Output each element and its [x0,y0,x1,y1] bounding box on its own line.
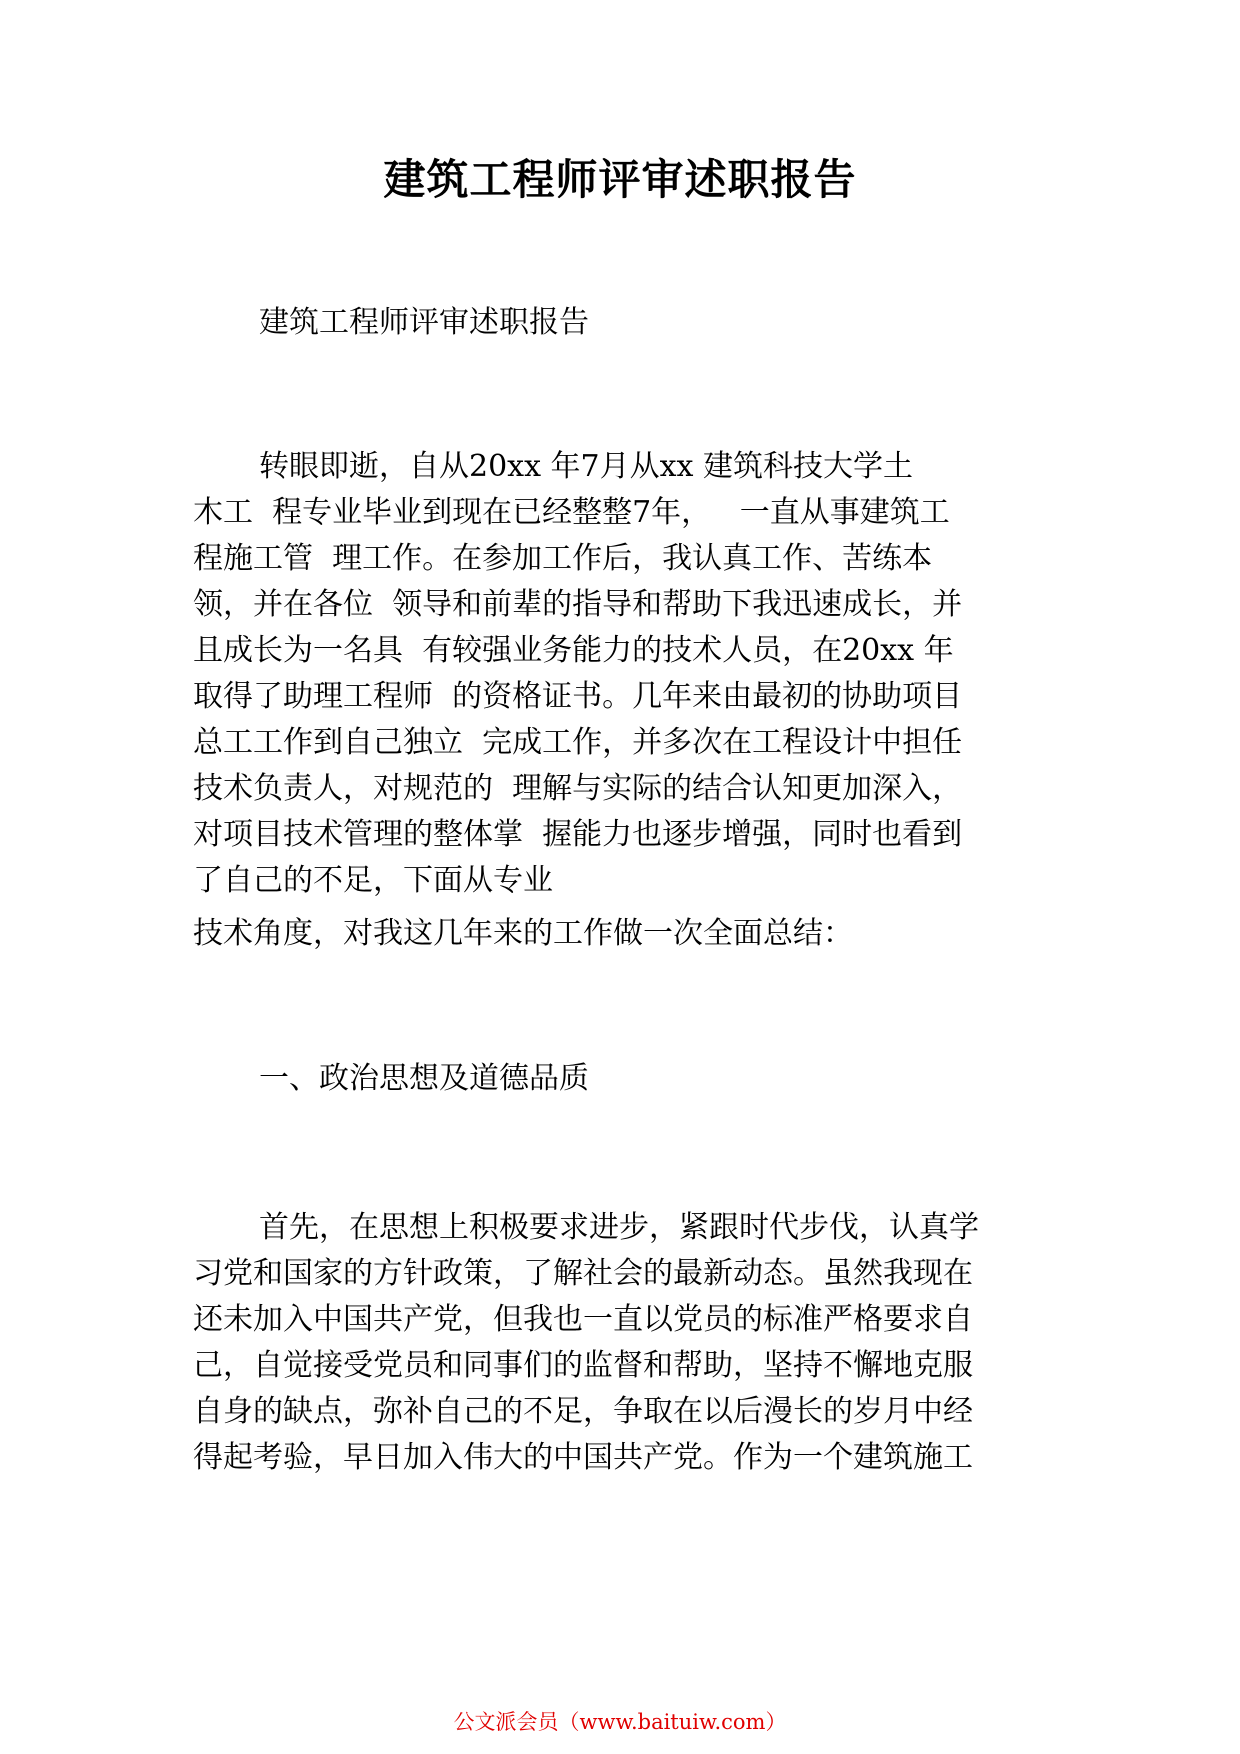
paragraph-line: 程施工管 理工作。在参加工作后，我认真工作、苦练本 [193,541,933,576]
paragraph-line: 木工 程专业毕业到现在已经整整7年， 一直从事建筑工 [193,495,950,530]
paragraph-line: 领，并在各位 领导和前辈的指导和帮助下我迅速成长，并 [193,587,963,622]
document-subtitle-block [193,300,1053,346]
paragraph-intro [193,444,1053,904]
footer-watermark-link[interactable]: 公文派会员（www.baituiw.com） [453,1710,787,1734]
paragraph-summary [193,911,1053,957]
paragraph-line: 且成长为一名具 有较强业务能力的技术人员，在20xx 年 [193,633,954,668]
paragraph-line: 习党和国家的方针政策，了解社会的最新动态。虽然我现在 [193,1256,973,1291]
paragraph-line: 技术角度，对我这几年来的工作做一次全面总结： [193,916,853,951]
paragraph-line: 得起考验，早日加入伟大的中国共产党。作为一个建筑施工 [193,1440,973,1475]
section-heading: 一、政治思想及道德品质 [259,1061,589,1096]
paragraph-line: 转眼即逝，自从20xx 年7月从xx 建筑科技大学土 [259,449,914,484]
paragraph-line: 还未加入中国共产党，但我也一直以党员的标准严格要求自 [193,1302,973,1337]
paragraph-line: 了自己的不足，下面从专业 [193,863,553,898]
paragraph-line: 首先，在思想上积极要求进步，紧跟时代步伐，认真学 [259,1210,979,1245]
paragraph-political [193,1205,1053,1481]
paragraph-line: 自身的缺点，弥补自己的不足，争取在以后漫长的岁月中经 [193,1394,973,1429]
document-title: 建筑工程师评审述职报告 [383,155,857,204]
paragraph-line: 取得了助理工程师 的资格证书。几年来由最初的协助项目 [193,679,963,714]
section-heading-block [193,1056,1053,1102]
paragraph-line: 技术负责人，对规范的 理解与实际的结合认知更加深入， [193,771,963,806]
paragraph-line: 对项目技术管理的整体掌 握能力也逐步增强，同时也看到 [193,817,963,852]
document-subtitle: 建筑工程师评审述职报告 [259,305,589,340]
paragraph-line: 总工工作到自己独立 完成工作，并多次在工程设计中担任 [193,725,963,760]
paragraph-line: 己，自觉接受党员和同事们的监督和帮助，坚持不懈地克服 [193,1348,973,1383]
